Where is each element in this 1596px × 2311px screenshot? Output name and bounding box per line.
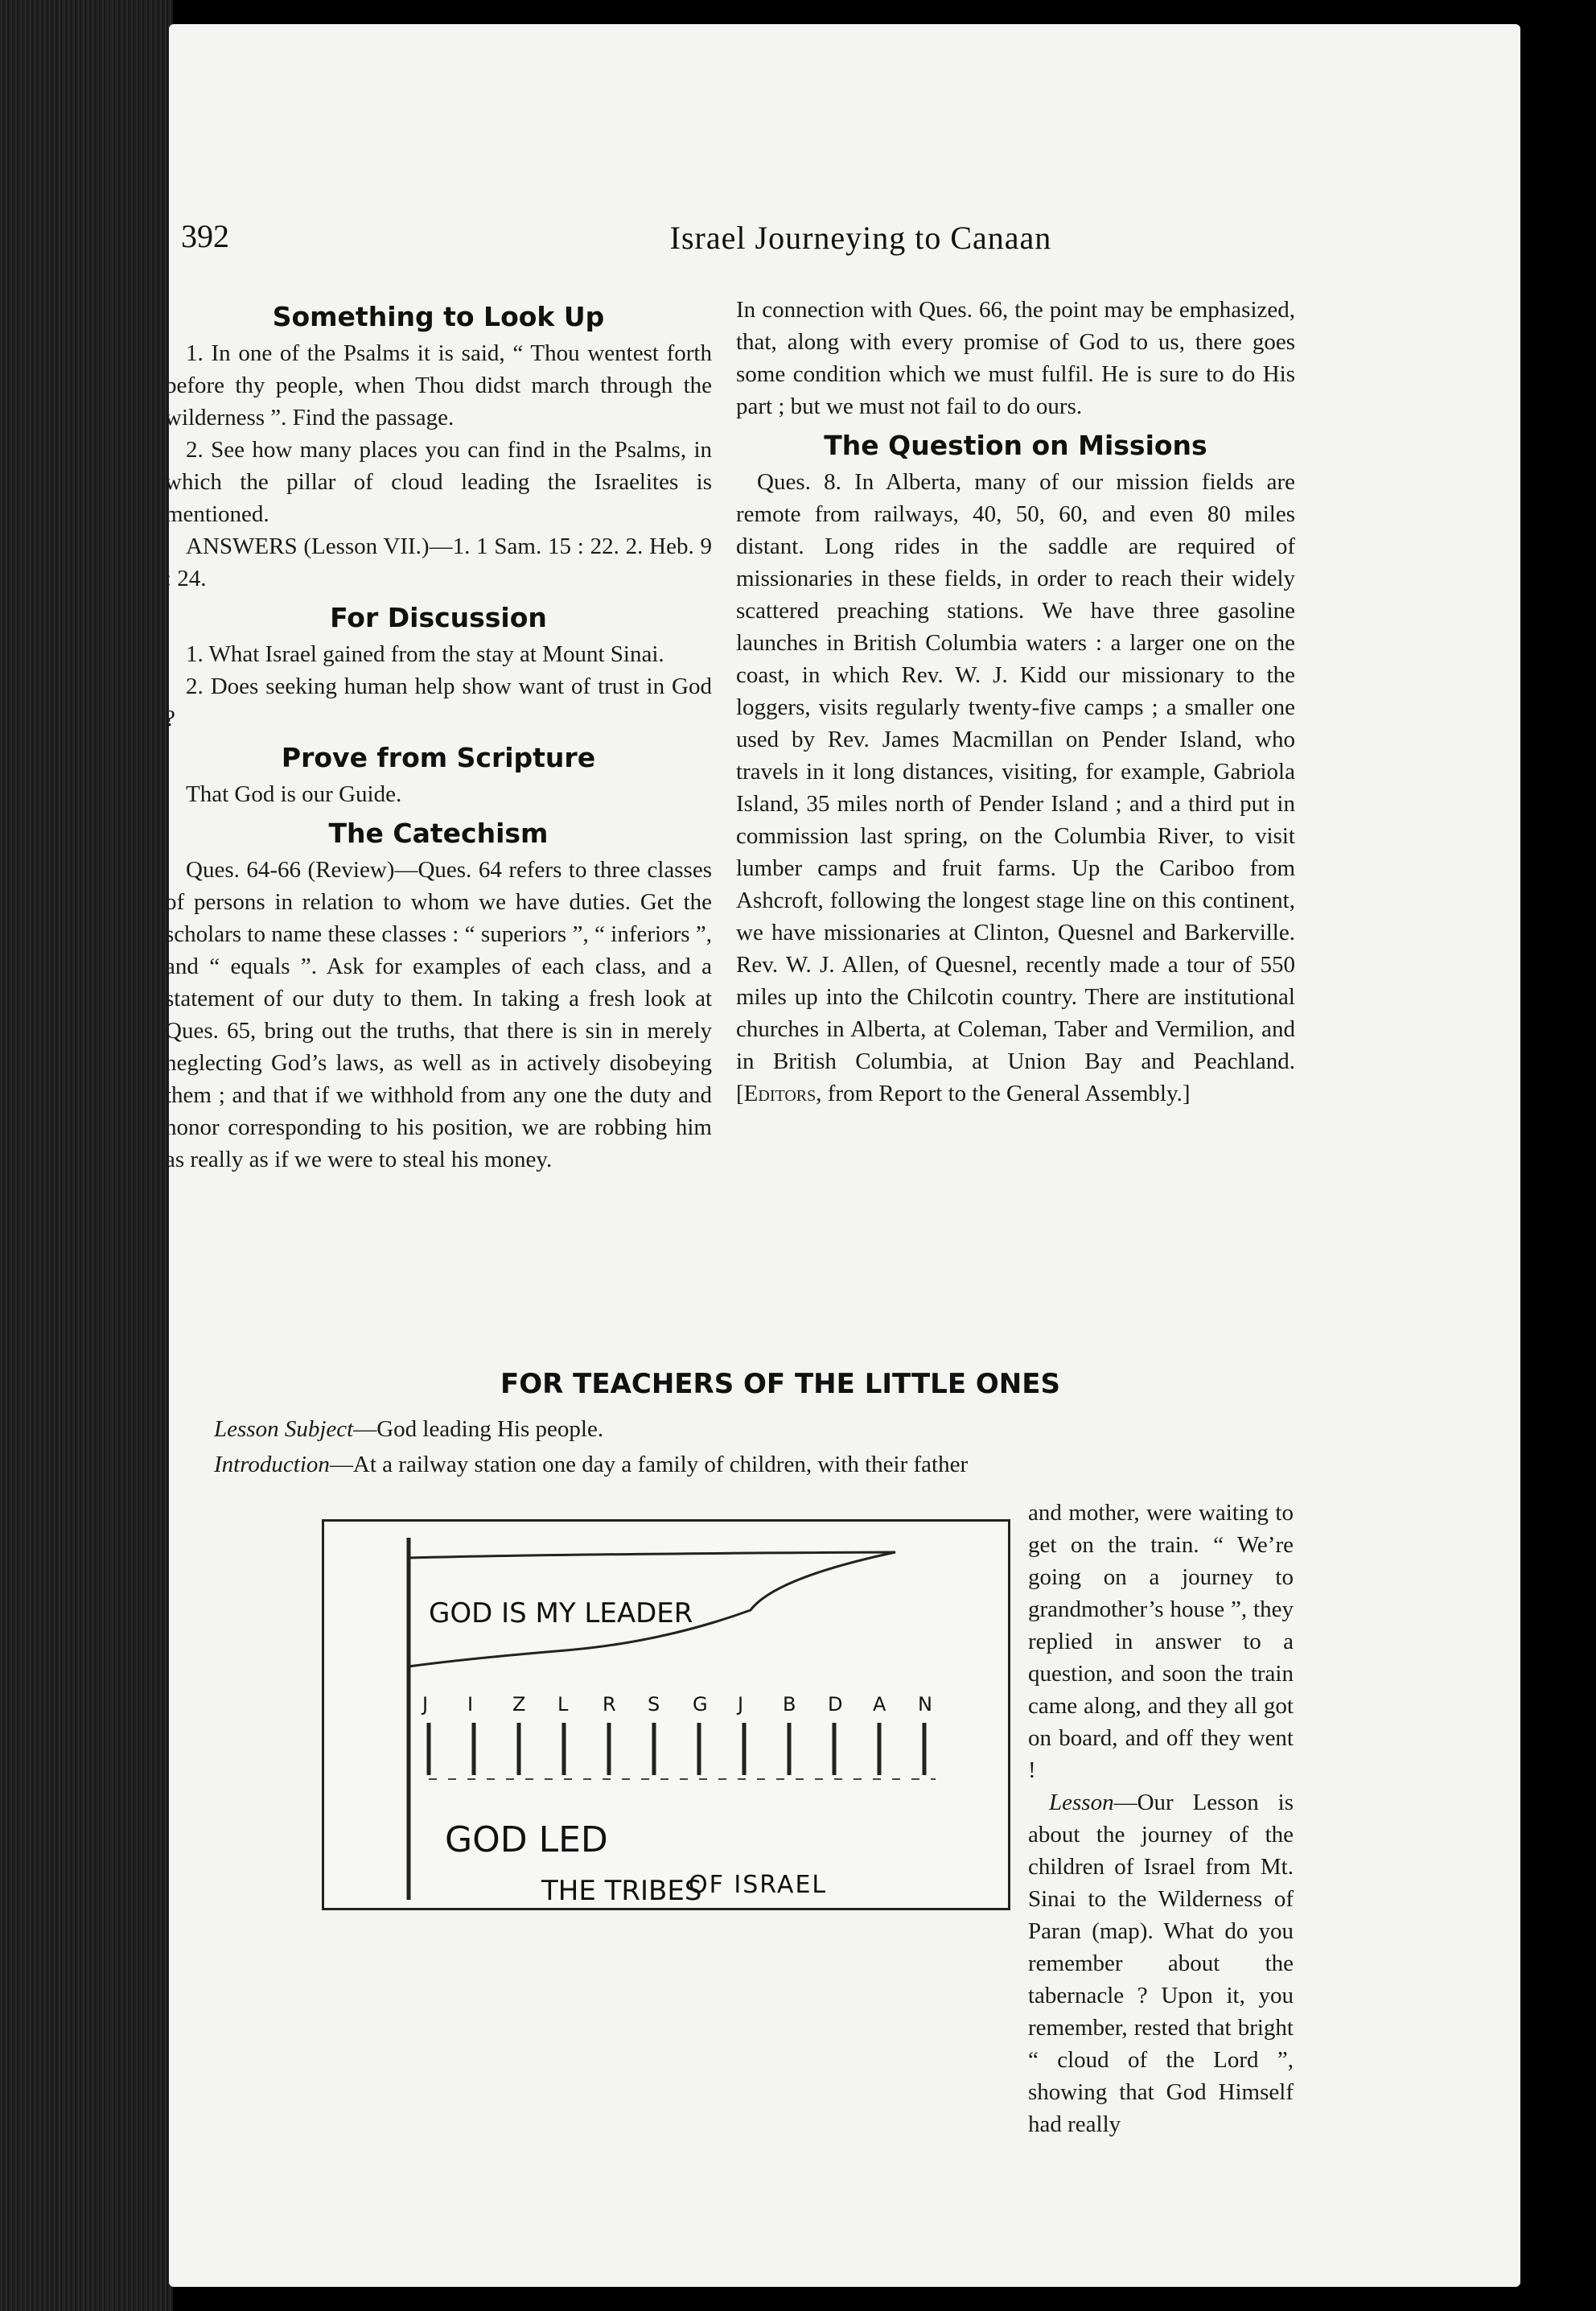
look-up-paragraph-1: 1. In one of the Psalms it is said, “ Thou wentest forth before thy people, when Thou didst march through the wilderness ”. Find the passage. <box>165 340 712 430</box>
scripture-text: That God is our Guide. <box>186 781 402 807</box>
of-israel-text: OF ISRAEL <box>689 1871 828 1899</box>
the-tribes-text: THE TRIBES <box>541 1875 702 1907</box>
tribe-letter: J <box>738 1693 744 1716</box>
catechism-heading: The Catechism <box>328 818 549 849</box>
lesson-subject-line <box>193 1413 1271 1445</box>
look-up-heading: Something to Look Up <box>272 301 605 332</box>
right-column <box>736 294 1295 1110</box>
lesson-label: Lesson <box>1049 1790 1114 1815</box>
tribe-letter: L <box>557 1693 569 1716</box>
tribe-letter: N <box>918 1693 932 1716</box>
facing-page-edge <box>1536 0 1596 2311</box>
tribe-letter: R <box>603 1693 616 1716</box>
running-title: Israel Journeying to Canaan <box>669 220 1052 256</box>
tribe-letter: S <box>648 1693 660 1716</box>
missions-heading: The Question on Missions <box>824 430 1207 461</box>
catechism-continuation: In connection with Ques. 66, the point may be emphasized, that, along with every promise of God to us, there goes some condition which we must fulfil. He is sure to do His part ; but we must not fail to do ours. <box>736 297 1295 419</box>
page-number: 392 <box>181 218 229 254</box>
tribe-letter: I <box>467 1693 474 1716</box>
lesson-paragraph <box>1028 1786 1294 2140</box>
discussion-heading: For Discussion <box>330 602 547 633</box>
wrap-column <box>1028 1497 1294 2140</box>
banner-text: GOD IS MY LEADER <box>429 1597 693 1629</box>
tribe-letter: D <box>828 1693 843 1716</box>
tribe-letter: A <box>873 1693 886 1716</box>
introduction-label: Introduction <box>214 1452 330 1477</box>
credit-source: , from Report to the General Assembly.] <box>816 1081 1191 1106</box>
discussion-paragraph-1: 1. What Israel gained from the stay at Mount Sinai. <box>186 641 664 667</box>
scripture-heading: Prove from Scripture <box>281 742 596 773</box>
lesson-text: —Our Lesson is about the journey of the children of Israel from Mt. Sinai to the Wilderness of Paran (map). What do you remember about the tabernacle ? Upon it, you remember, rested that bright “ cloud of the Lord ”, showing that God Himself had really <box>1028 1790 1294 2137</box>
lesson-subject-label: Lesson Subject <box>214 1416 354 1442</box>
missions-body: Ques. 8. In Alberta, many of our mission fields are remote from railways, 40, 50, 60, and even 80 miles distant. Long rides in the saddle are required of missionaries in these fields, in order to reach their widely scattered preaching stations. We have three gasoline launches in British Columbia waters : a larger one on the coast, in which Rev. W. J. Kidd our missionary to the loggers, visits regularly twenty-five camps ; a smaller one used by Rev. James Macmillan on Pender Island, who travels in it long distances, visiting, for example, Gabriola Island, 35 miles north of Pender Island ; and a third put in commission last spring, on the Columbia River, to visit lumber camps and fruit farms. Up the Cariboo from Ashcroft, following the longest stage line on this continent, we have missionaries at Clinton, Quesnel and Barkerville. Rev. W. J. Allen, of Quesnel, recently made a tour of 550 miles up into the Chilcotin country. There are institutional churches in Alberta, at Coleman, Taber and Vermilion, and in British Columbia, at Union Bay and Peachland. <box>736 469 1295 1074</box>
lesson-subject-text: —God leading His people. <box>353 1416 604 1442</box>
tribe-letter: B <box>783 1693 796 1716</box>
introduction-line <box>193 1448 1271 1481</box>
journey-story: and mother, were waiting to get on the train. “ We’re going on a journey to grandmother’s house ”, they replied in answer to a question, and soon the train came along, and they all got on board, and off they went ! <box>1028 1500 1294 1783</box>
introduction-text: —At a railway station one day a family of children, with their father <box>329 1452 969 1477</box>
missions-text: Ques. 8. In Alberta, many of our mission fields are remote from railways, 40, 50, 60, and even 80 miles distant. Long rides in the saddle are required of missionaries in these fields, in order to reach their widely scattered preaching stations. We have three gasoline launches in British Columbia waters : a larger one on the coast, in which Rev. W. J. Kidd our missionary to the loggers, visits regularly twenty-five camps ; a smaller one used by Rev. James Macmillan on Pender Island, who travels in it long distances, visiting, for example, Gabriola Island, 35 miles north of Pender Island ; and a third put in commission last spring, on the Columbia River, to visit lumber camps and fruit farms. Up the Cariboo from Ashcroft, following the longest stage line on this continent, we have missionaries at Clinton, Quesnel and Barkerville. Rev. W. J. Allen, of Quesnel, recently made a tour of 550 miles up into the Chilcotin country. There are institutional churches in Alberta, at Coleman, Taber and Vermilion, and in British Columbia, at Union Bay and Peachland. [Editors, from Report to the General Assembly.] <box>736 469 1295 1106</box>
catechism-text: Ques. 64-66 (Review)—Ques. 64 refers to three classes of persons in relation to whom we have duties. Get the scholars to name these classes : “ superiors ”, “ inferiors ”, and “ equals ”. Ask for examples of each class, and a statement of our duty to them. In taking a fresh look at Ques. 65, bring out the truths, that there is sin in merely neglecting God’s laws, as well as in actively disobeying them ; and that if we withhold from any one the duty and honor corresponding to his position, we are robbing him as really as if we were to steal his money. <box>165 857 712 1172</box>
discussion-paragraph-2: 2. Does seeking human help show want of trust in God ? <box>165 674 712 731</box>
look-up-paragraph-2: 2. See how many places you can find in the Psalms, in which the pillar of cloud leading the Israelites is mentioned. <box>165 437 712 527</box>
editors-credit: Editors <box>743 1081 817 1106</box>
little-ones-heading: FOR TEACHERS OF THE LITTLE ONES <box>500 1368 1060 1400</box>
tribe-letter: J <box>422 1693 429 1716</box>
tribe-letter: Z <box>512 1693 526 1716</box>
book-page-edge <box>0 0 173 2311</box>
left-column <box>165 294 712 1176</box>
answers-line: ANSWERS (Lesson VII.)—1. 1 Sam. 15 : 22. 2. Heb. 9 : 24. <box>165 533 712 591</box>
tribe-letter: G <box>693 1693 708 1716</box>
banner-drawing <box>324 1522 1008 1908</box>
banner-illustration <box>322 1519 1010 1910</box>
tribe-markers <box>421 1693 932 1775</box>
god-led-text: GOD LED <box>445 1819 608 1860</box>
